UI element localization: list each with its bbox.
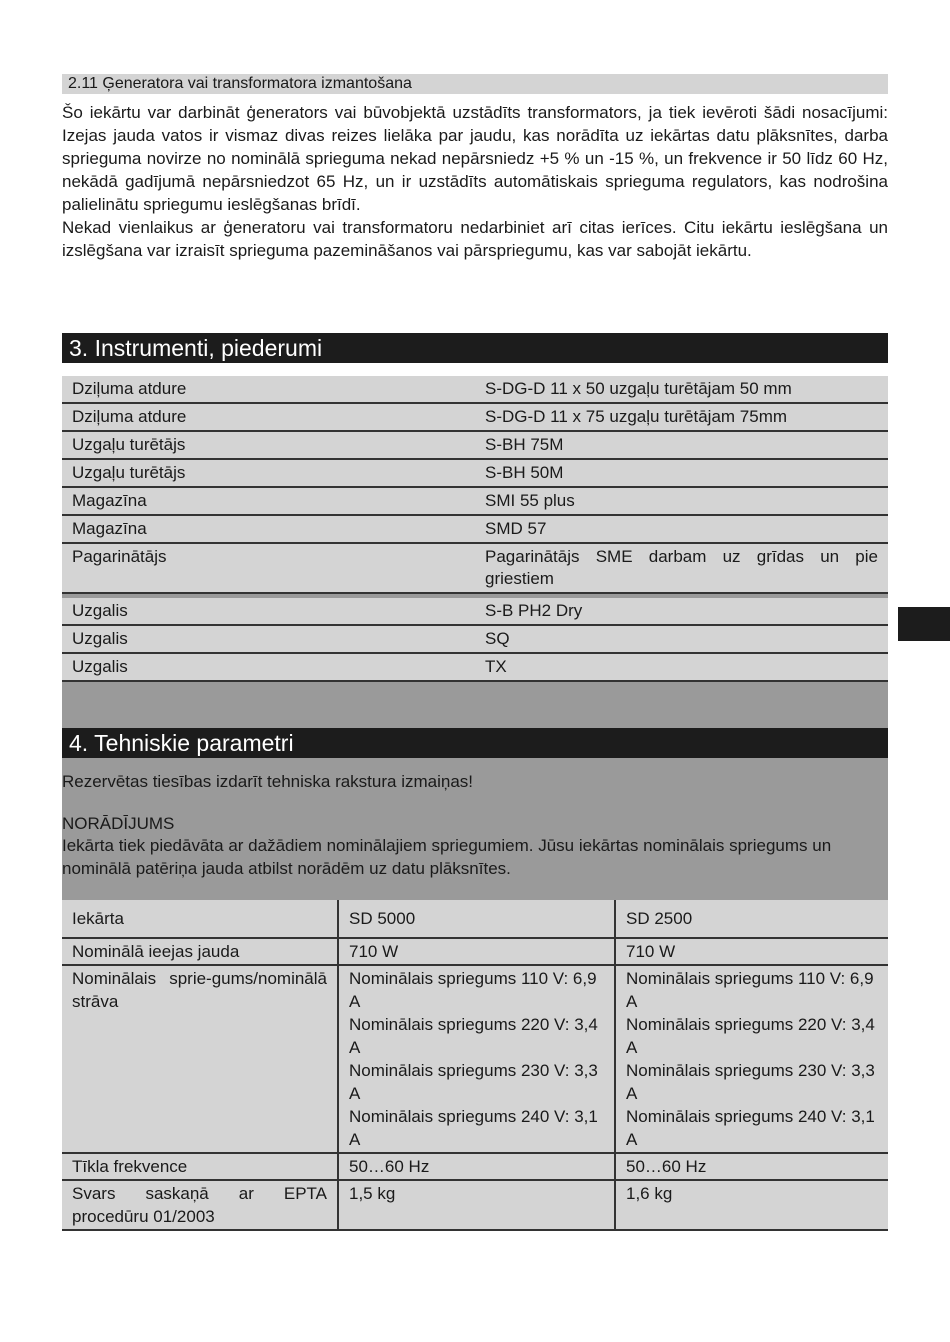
accessory-value: S-BH 75M — [475, 431, 888, 459]
spec-value-sd2500 — [615, 965, 888, 1153]
spec-value-sd5000: 1,5 kg — [338, 1180, 615, 1230]
table-row — [62, 459, 888, 487]
table-row — [62, 1153, 888, 1180]
table-row — [62, 653, 888, 681]
spec-label: Tīkla frekvence — [62, 1153, 338, 1180]
spec-value-sd2500: 50…60 Hz — [615, 1153, 888, 1180]
section-4-title: 4. Tehniskie parametri — [62, 728, 888, 758]
spec-value-sd5000 — [338, 965, 615, 1153]
accessory-value: S-DG-D 11 x 75 uzgaļu turētājam 75mm — [475, 403, 888, 431]
bit-value: TX — [475, 653, 888, 681]
accessory-value: Pagarinātājs SME darbam uz grīdas un pie griestiem — [475, 543, 888, 593]
specs-table — [62, 900, 888, 1231]
voltage-line: Nominālais spriegums 220 V: 3,4 A — [626, 1015, 875, 1057]
language-side-tab — [898, 607, 950, 641]
voltage-line: Nominālais spriegums 220 V: 3,4 A — [349, 1015, 598, 1057]
spec-value-sd2500: 1,6 kg — [615, 1180, 888, 1230]
accessories-table — [62, 376, 888, 594]
section-2-11-paragraph-2: Nekad vienlaikus ar ģeneratoru vai transformatoru nedarbiniet arī citas ierīces. Citu iekārtu ieslēgšana un izslēgšana var izraisīt sprieguma pazemināšanos vai pārspriegumu, kas var sabojāt iekārtu. — [62, 218, 888, 260]
table-row — [62, 431, 888, 459]
section-3-title: 3. Instrumenti, piederumi — [62, 333, 888, 363]
table-row — [62, 598, 888, 625]
spec-value-sd2500: 710 W — [615, 938, 888, 965]
accessory-name: Magazīna — [62, 487, 475, 515]
table-row — [62, 403, 888, 431]
voltage-line: Nominālais spriegums 110 V: 6,9 A — [349, 969, 597, 1011]
accessory-name: Pagarinātājs — [62, 543, 475, 593]
header-device: Iekārta — [62, 900, 338, 938]
bit-value: S-B PH2 Dry — [475, 598, 888, 625]
table-row — [62, 625, 888, 653]
note-text: Iekārta tiek piedāvāta ar dažādiem nominālajiem spriegumiem. Jūsu iekārtas nominālais spriegums un nominālā patēriņa jauda atbilst norādēm uz datu plāksnītes. — [62, 836, 832, 878]
bit-name: Uzgalis — [62, 653, 475, 681]
section-2-11-heading: 2.11 Ģeneratora vai transformatora izmantošana — [62, 74, 888, 94]
spec-label: Nominālā ieejas jauda — [62, 938, 338, 965]
note-title: NORĀDĪJUMS — [62, 814, 175, 833]
table-row — [62, 1180, 888, 1230]
bit-value: SQ — [475, 625, 888, 653]
table-row — [62, 376, 888, 403]
table-row — [62, 543, 888, 593]
reserved-rights-text: Rezervētas tiesības izdarīt tehniska rakstura izmaiņas! — [62, 772, 474, 791]
voltage-line: Nominālais spriegums 240 V: 3,1 A — [626, 1107, 875, 1149]
table-row — [62, 965, 888, 1153]
accessory-value: S-DG-D 11 x 50 uzgaļu turētājam 50 mm — [475, 376, 888, 403]
bit-name: Uzgalis — [62, 598, 475, 625]
spec-label: Svars saskaņā ar EPTA procedūru 01/2003 — [62, 1180, 338, 1230]
voltage-line: Nominālais spriegums 240 V: 3,1 A — [349, 1107, 598, 1149]
bits-table — [62, 598, 888, 682]
table-row — [62, 487, 888, 515]
table-row — [62, 515, 888, 543]
table-header-row — [62, 900, 888, 938]
accessory-name: Uzgaļu turētājs — [62, 431, 475, 459]
header-sd2500: SD 2500 — [615, 900, 888, 938]
accessory-value: SMI 55 plus — [475, 487, 888, 515]
accessory-name: Magazīna — [62, 515, 475, 543]
voltage-line: Nominālais spriegums 230 V: 3,3 A — [626, 1061, 875, 1103]
accessory-name: Dziļuma atdure — [62, 376, 475, 403]
voltage-line: Nominālais spriegums 230 V: 3,3 A — [349, 1061, 598, 1103]
section-2-11-paragraph-1: Šo iekārtu var darbināt ģenerators vai būvobjektā uzstādīts transformators, ja tiek ievēroti šādi nosacījumi: Izejas jauda vatos ir vismaz divas reizes lielāka par jaudu, kas norādīta uz iekārtas datu plāksnītes, darba sprieguma novirze no nominālā sprieguma nekad nepārsniedz +5 % un -15 %, un frekvence ir 50 līdz 60 Hz, nekādā gadījumā nepārsniedzot 65 Hz, un ir uzstādīts automātiskais sprieguma regulators, kas nodrošina palielinātu spriegumu ieslēgšanas brīdī. — [62, 103, 888, 214]
table-row — [62, 938, 888, 965]
bit-name: Uzgalis — [62, 625, 475, 653]
spec-label: Nominālais sprie-gums/nominālā strāva — [62, 965, 338, 1153]
spec-value-sd5000: 710 W — [338, 938, 615, 965]
accessory-value: SMD 57 — [475, 515, 888, 543]
voltage-line: Nominālais spriegums 110 V: 6,9 A — [626, 969, 874, 1011]
accessory-value: S-BH 50M — [475, 459, 888, 487]
spec-value-sd5000: 50…60 Hz — [338, 1153, 615, 1180]
accessory-name: Uzgaļu turētājs — [62, 459, 475, 487]
header-sd5000: SD 5000 — [338, 900, 615, 938]
accessory-name: Dziļuma atdure — [62, 403, 475, 431]
